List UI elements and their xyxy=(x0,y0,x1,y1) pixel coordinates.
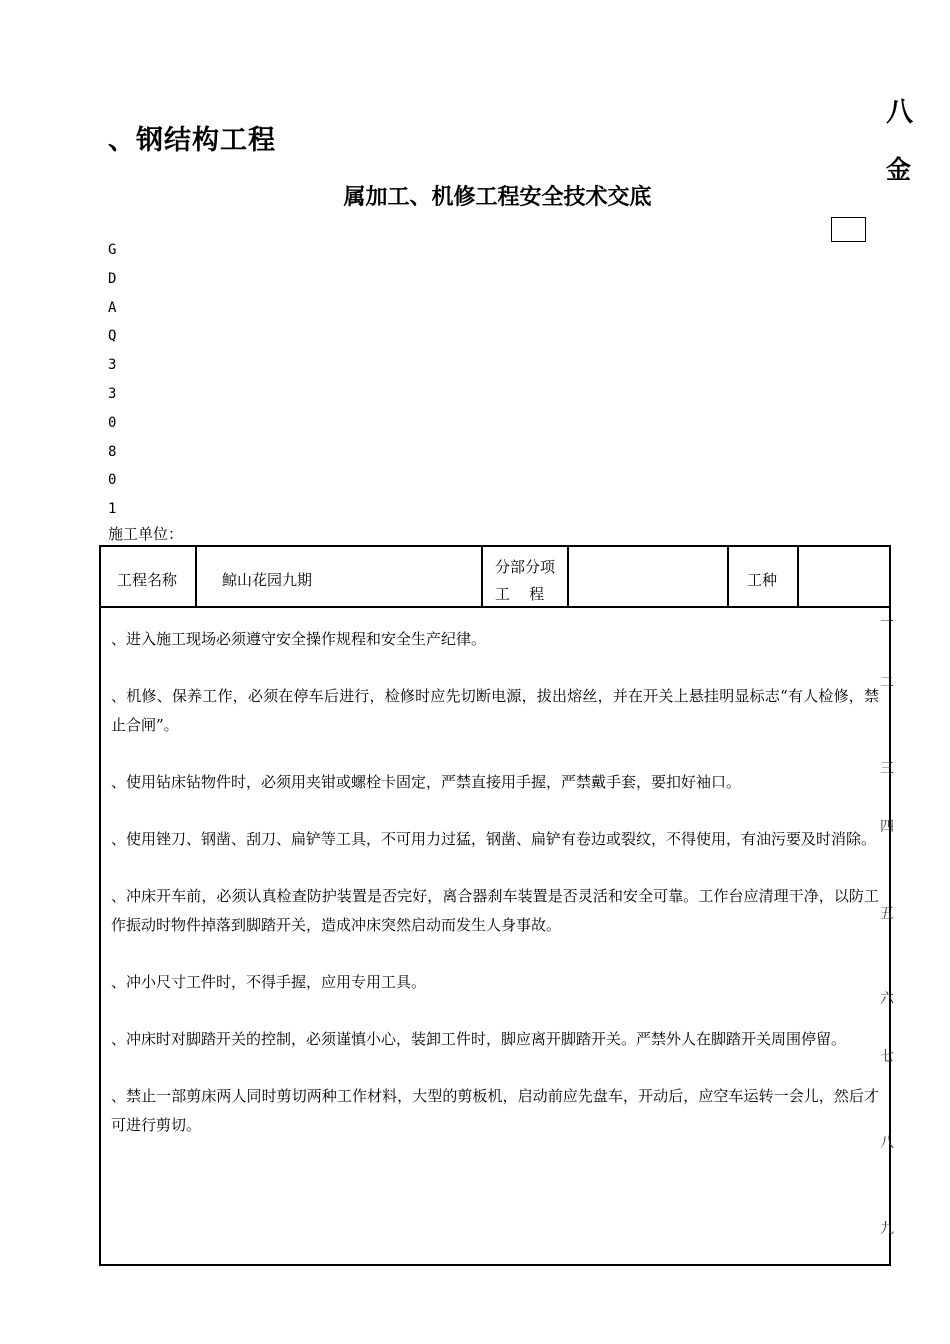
side-numeral: 五 xyxy=(880,906,894,922)
code-char: 3 xyxy=(108,385,117,402)
construction-unit-label: 施工单位： xyxy=(108,525,184,543)
side-numeral: 三 xyxy=(880,761,894,777)
table-header-row xyxy=(101,547,889,608)
briefing-item: 、冲小尺寸工件时，不得手握，应用专用工具。 xyxy=(111,973,427,991)
briefing-item: 、使用锉刀、钢凿、刮刀、扁铲等工具，不可用力过猛，钢凿、扁铲有卷边或裂纹，不得使用，有油污要及时消除。 xyxy=(111,830,877,848)
subproject-label-line2: 工 程 xyxy=(495,585,545,603)
side-numeral: 二 xyxy=(880,675,894,691)
code-box xyxy=(831,217,866,242)
side-numeral: 四 xyxy=(880,819,894,835)
code-char: Q xyxy=(108,328,117,345)
chapter-char-2: 金 xyxy=(886,155,912,184)
trade-label: 工种 xyxy=(747,571,778,589)
briefing-item: 、冲床时对脚踏开关的控制，必须谨慎小心，装卸工件时，脚应离开脚踏开关。严禁外人在脚踏开关周围停留。 xyxy=(111,1030,847,1048)
chapter-char-1: 八 xyxy=(886,97,913,128)
code-char: 1 xyxy=(108,501,117,518)
subproject-label-line1: 分部分项 xyxy=(495,558,556,576)
document-title: 属加工、机修工程安全技术交底 xyxy=(343,185,652,210)
side-numeral: 六 xyxy=(880,991,894,1007)
project-name-label: 工程名称 xyxy=(117,571,178,589)
side-numeral: 八 xyxy=(880,1135,894,1151)
briefing-item: 、机修、保养工作，必须在停车后进行，检修时应先切断电源，拔出熔丝，并在开关上悬挂明显标志“有人检修，禁止合闸”。 xyxy=(111,687,879,734)
code-char: 0 xyxy=(108,414,117,431)
code-char: A xyxy=(108,299,117,316)
safety-briefing-table xyxy=(99,545,891,1266)
briefing-item: 、冲床开车前，必须认真检查防护装置是否完好，离合器刹车装置是否灵活和安全可靠。工作台应清理干净，以防工作振动时物件掉落到脚踏开关，造成冲床突然启动而发生人身事故。 xyxy=(111,887,879,934)
briefing-item: 、使用钻床钻物件时，必须用夹钳或螺栓卡固定，严禁直接用手握，严禁戴手套，要扣好袖口。 xyxy=(111,773,742,791)
briefing-item: 、进入施工现场必须遵守安全操作规程和安全生产纪律。 xyxy=(111,630,487,648)
document-code xyxy=(108,236,120,524)
code-char: 0 xyxy=(108,472,117,489)
code-char: G xyxy=(108,242,117,258)
briefing-items xyxy=(111,625,879,1168)
briefing-item: 、禁止一部剪床两人同时剪切两种工作材料，大型的剪板机，启动前应先盘车，开动后，应空车运转一会儿，然后才可进行剪切。 xyxy=(111,1087,879,1134)
code-char: 3 xyxy=(108,357,117,374)
side-numeral: 一 xyxy=(880,615,894,631)
section-heading: 、钢结构工程 xyxy=(108,125,276,156)
code-char: 8 xyxy=(108,443,117,460)
project-name-value: 鲸山花园九期 xyxy=(222,571,313,589)
code-char: D xyxy=(108,270,117,287)
side-numeral: 七 xyxy=(880,1049,894,1065)
side-numeral: 九 xyxy=(880,1221,894,1237)
